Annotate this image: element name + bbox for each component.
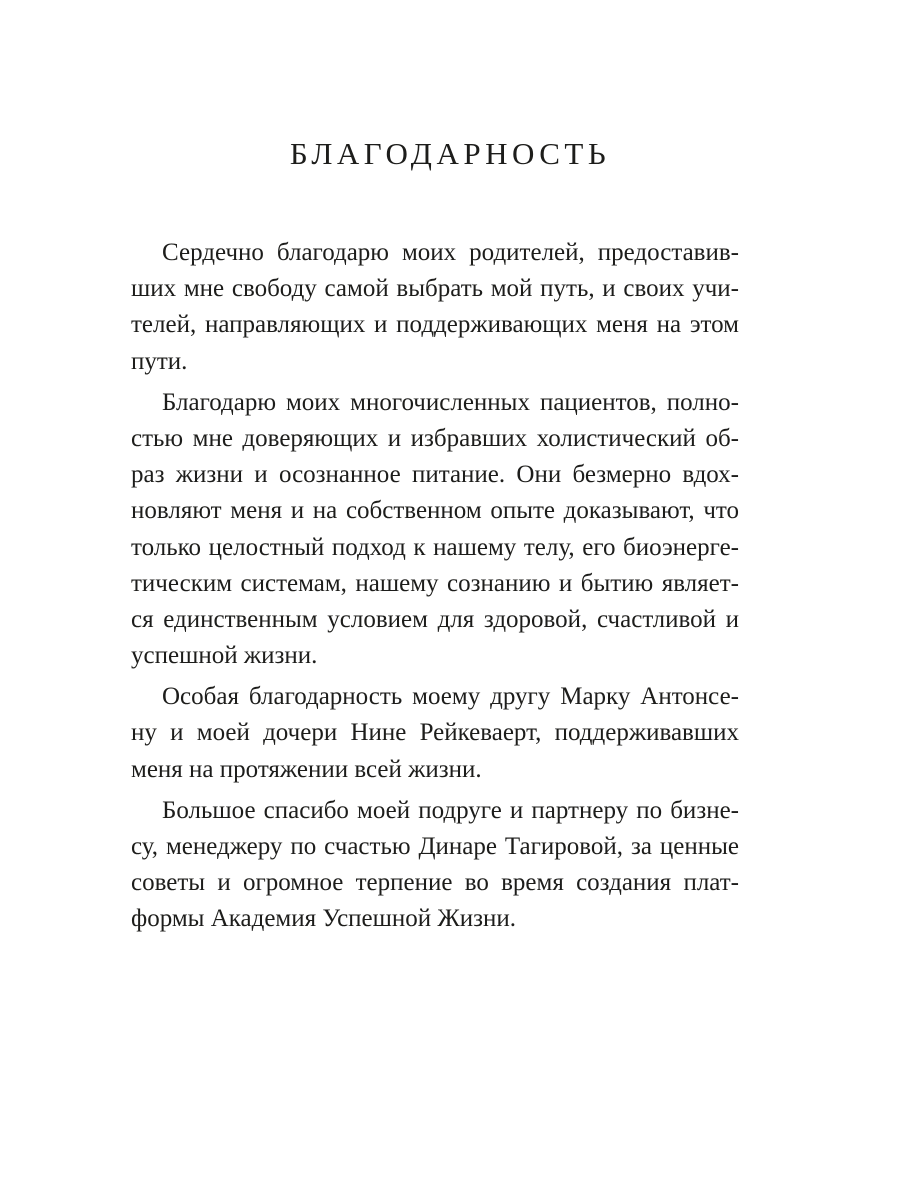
text-line: пути. [131,347,188,375]
text-line: советы и огромное терпение во время создания плат- [131,869,739,897]
text-line: только целостный подход к нашему телу, его биоэнерге- [131,533,739,561]
text-line: Сердечно благодарю моих родителей, предоставив- [162,239,739,266]
text-line: телей, направляющих и поддерживающих меня на этом [131,311,739,339]
text-line: новляют меня и на собственном опыте доказывают, что [131,497,739,525]
paragraph-4 [131,793,739,938]
page-title: БЛАГОДАРНОСТЬ [289,136,611,171]
acknowledgements-text [131,235,739,943]
text-line: стью мне доверяющих и избравших холистический об- [131,424,739,452]
text-line: Особая благодарность моему другу Марку Антонсе- [162,683,739,711]
text-line: ших мне свободу самой выбрать мой путь, и своих учи- [131,275,739,303]
text-line: Благодарю моих многочисленных пациентов, полно- [162,388,739,416]
text-line: формы Академия Успешной Жизни. [131,905,517,933]
text-line: ну и моей дочери Нине Рейкеваерт, поддерживавших [131,719,739,747]
paragraph-1 [131,235,739,380]
text-line: успешной жизни. [131,642,318,670]
text-line: меня на протяжении всей жизни. [131,755,482,783]
text-line: тическим системам, нашему сознанию и бытию являет- [131,569,739,597]
text-line: су, менеджеру по счастью Динаре Тагировой, за ценные [131,833,739,860]
text-line: Большое спасибо моей подруге и партнеру по бизне- [162,796,739,824]
text-line: раз жизни и осознанное питание. Они безмерно вдох- [131,461,739,489]
paragraph-3 [131,679,739,788]
text-line: ся единственным условием для здоровой, счастливой и [131,605,739,633]
paragraph-2 [131,385,739,675]
